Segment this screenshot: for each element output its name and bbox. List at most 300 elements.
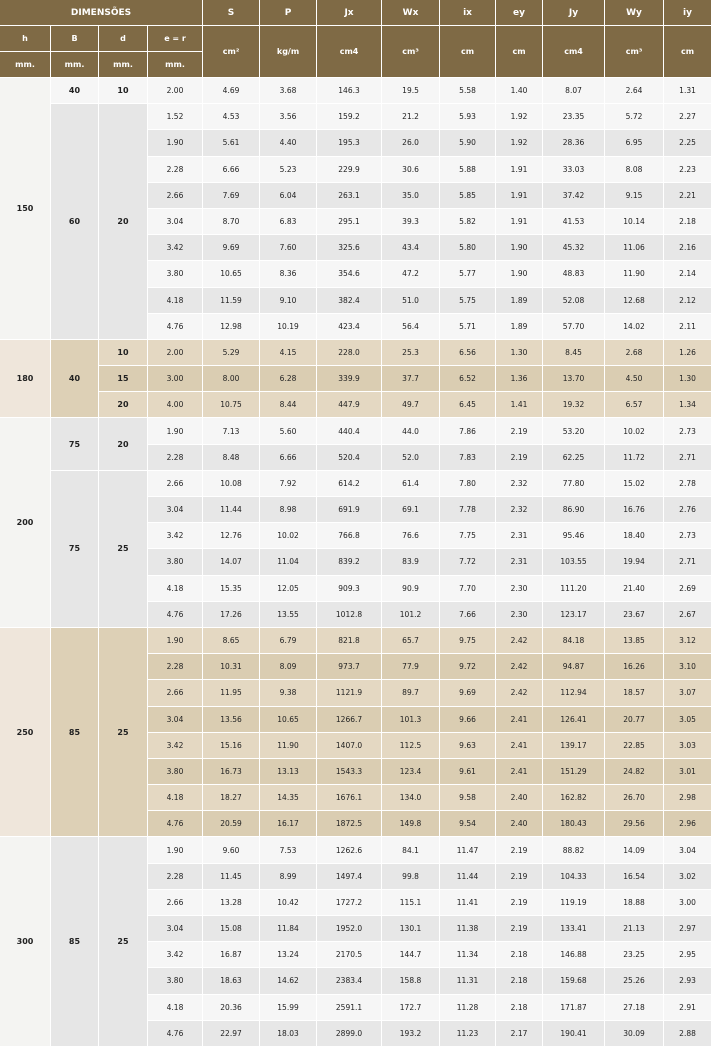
Jx-cell: 228.0 [317, 340, 382, 366]
S-cell: 18.63 [203, 968, 260, 994]
Wy-cell: 9.15 [605, 183, 664, 209]
ix-cell: 11.44 [440, 864, 496, 890]
P-cell: 3.56 [260, 104, 317, 130]
e-cell: 4.76 [148, 811, 203, 837]
col-header-iy: iy [664, 0, 712, 26]
B-value: 85 [51, 837, 99, 1047]
e-cell: 2.66 [148, 471, 203, 497]
unit-Jy: cm4 [543, 26, 605, 78]
unit-e: mm. [148, 52, 203, 78]
Jx-cell: 2899.0 [317, 1021, 382, 1047]
Jy-cell: 104.33 [543, 864, 605, 890]
Wx-cell: 112.5 [382, 733, 440, 759]
ix-cell: 5.82 [440, 209, 496, 235]
S-cell: 4.69 [203, 78, 260, 104]
Jx-cell: 339.9 [317, 366, 382, 392]
ey-cell: 2.19 [496, 837, 543, 863]
Wx-cell: 52.0 [382, 445, 440, 471]
Wx-cell: 19.5 [382, 78, 440, 104]
e-cell: 4.00 [148, 392, 203, 418]
table-header [0, 0, 712, 78]
col-header-ix: ix [440, 0, 496, 26]
Wy-cell: 5.72 [605, 104, 664, 130]
ey-cell: 2.19 [496, 864, 543, 890]
Jy-cell: 33.03 [543, 157, 605, 183]
ey-cell: 2.18 [496, 968, 543, 994]
d-value: 25 [99, 471, 148, 628]
Jy-cell: 13.70 [543, 366, 605, 392]
Jx-cell: 821.8 [317, 628, 382, 654]
e-cell: 3.42 [148, 523, 203, 549]
d-value: 25 [99, 837, 148, 1047]
Jy-cell: 62.25 [543, 445, 605, 471]
iy-cell: 2.98 [664, 785, 712, 811]
Jy-cell: 126.41 [543, 707, 605, 733]
ix-cell: 9.54 [440, 811, 496, 837]
e-cell: 2.66 [148, 680, 203, 706]
P-cell: 13.55 [260, 602, 317, 628]
Wx-cell: 144.7 [382, 942, 440, 968]
Wy-cell: 18.40 [605, 523, 664, 549]
Jx-cell: 229.9 [317, 157, 382, 183]
Jy-cell: 84.18 [543, 628, 605, 654]
table-row [0, 392, 712, 418]
P-cell: 11.90 [260, 733, 317, 759]
P-cell: 14.62 [260, 968, 317, 994]
ix-cell: 9.61 [440, 759, 496, 785]
table-row [0, 366, 712, 392]
ix-cell: 9.69 [440, 680, 496, 706]
d-value: 10 [99, 340, 148, 366]
Wy-cell: 10.02 [605, 418, 664, 444]
ey-cell: 2.40 [496, 785, 543, 811]
ix-cell: 11.38 [440, 916, 496, 942]
d-value: 25 [99, 628, 148, 838]
iy-cell: 3.12 [664, 628, 712, 654]
P-cell: 6.04 [260, 183, 317, 209]
S-cell: 20.59 [203, 811, 260, 837]
S-cell: 15.16 [203, 733, 260, 759]
iy-cell: 2.97 [664, 916, 712, 942]
S-cell: 11.59 [203, 288, 260, 314]
Wx-cell: 69.1 [382, 497, 440, 523]
e-cell: 4.18 [148, 995, 203, 1021]
Jy-cell: 171.87 [543, 995, 605, 1021]
ey-cell: 2.32 [496, 471, 543, 497]
unit-Wy: cm³ [605, 26, 664, 78]
ix-cell: 5.71 [440, 314, 496, 340]
unit-h: mm. [0, 52, 51, 78]
d-value: 20 [99, 418, 148, 470]
Jx-cell: 520.4 [317, 445, 382, 471]
e-cell: 1.52 [148, 104, 203, 130]
P-cell: 10.42 [260, 890, 317, 916]
Wx-cell: 172.7 [382, 995, 440, 1021]
e-cell: 2.00 [148, 78, 203, 104]
Jx-cell: 1407.0 [317, 733, 382, 759]
S-cell: 13.56 [203, 707, 260, 733]
ey-cell: 2.31 [496, 549, 543, 575]
Jy-cell: 86.90 [543, 497, 605, 523]
iy-cell: 1.30 [664, 366, 712, 392]
Wy-cell: 22.85 [605, 733, 664, 759]
ix-cell: 7.83 [440, 445, 496, 471]
S-cell: 22.97 [203, 1021, 260, 1047]
iy-cell: 2.71 [664, 549, 712, 575]
table-row [0, 837, 712, 863]
iy-cell: 2.73 [664, 418, 712, 444]
Wy-cell: 23.67 [605, 602, 664, 628]
Jy-cell: 53.20 [543, 418, 605, 444]
unit-Jx: cm4 [317, 26, 382, 78]
P-cell: 4.15 [260, 340, 317, 366]
Jy-cell: 159.68 [543, 968, 605, 994]
S-cell: 13.28 [203, 890, 260, 916]
S-cell: 4.53 [203, 104, 260, 130]
Wx-cell: 134.0 [382, 785, 440, 811]
Wy-cell: 11.06 [605, 235, 664, 261]
ix-cell: 11.23 [440, 1021, 496, 1047]
Wy-cell: 24.82 [605, 759, 664, 785]
ix-cell: 7.86 [440, 418, 496, 444]
Wy-cell: 6.95 [605, 130, 664, 156]
ey-cell: 2.17 [496, 1021, 543, 1047]
ix-cell: 7.72 [440, 549, 496, 575]
ey-cell: 1.40 [496, 78, 543, 104]
Jy-cell: 48.83 [543, 261, 605, 287]
Wy-cell: 14.02 [605, 314, 664, 340]
unit-ey: cm [496, 26, 543, 78]
Wx-cell: 25.3 [382, 340, 440, 366]
e-cell: 2.66 [148, 890, 203, 916]
Wx-cell: 90.9 [382, 576, 440, 602]
Wy-cell: 8.08 [605, 157, 664, 183]
ey-cell: 2.42 [496, 654, 543, 680]
ix-cell: 11.31 [440, 968, 496, 994]
P-cell: 15.99 [260, 995, 317, 1021]
e-cell: 2.28 [148, 157, 203, 183]
iy-cell: 2.67 [664, 602, 712, 628]
ix-cell: 6.45 [440, 392, 496, 418]
Jy-cell: 133.41 [543, 916, 605, 942]
Wx-cell: 49.7 [382, 392, 440, 418]
Jy-cell: 190.41 [543, 1021, 605, 1047]
Wx-cell: 26.0 [382, 130, 440, 156]
Jy-cell: 41.53 [543, 209, 605, 235]
Wy-cell: 21.40 [605, 576, 664, 602]
B-value: 85 [51, 628, 99, 838]
Wy-cell: 16.76 [605, 497, 664, 523]
Wy-cell: 18.88 [605, 890, 664, 916]
iy-cell: 2.25 [664, 130, 712, 156]
ey-cell: 2.40 [496, 811, 543, 837]
P-cell: 14.35 [260, 785, 317, 811]
ix-cell: 6.52 [440, 366, 496, 392]
ix-cell: 5.75 [440, 288, 496, 314]
Jy-cell: 28.36 [543, 130, 605, 156]
Jy-cell: 8.45 [543, 340, 605, 366]
S-cell: 11.95 [203, 680, 260, 706]
Jx-cell: 1952.0 [317, 916, 382, 942]
P-cell: 11.84 [260, 916, 317, 942]
S-cell: 6.66 [203, 157, 260, 183]
e-cell: 3.42 [148, 733, 203, 759]
Wy-cell: 16.54 [605, 864, 664, 890]
Jy-cell: 146.88 [543, 942, 605, 968]
table-row [0, 340, 712, 366]
e-cell: 2.28 [148, 864, 203, 890]
ix-cell: 11.34 [440, 942, 496, 968]
Wx-cell: 99.8 [382, 864, 440, 890]
iy-cell: 2.78 [664, 471, 712, 497]
Wy-cell: 4.50 [605, 366, 664, 392]
Wx-cell: 37.7 [382, 366, 440, 392]
Jy-cell: 19.32 [543, 392, 605, 418]
ey-cell: 1.91 [496, 183, 543, 209]
ey-cell: 2.42 [496, 628, 543, 654]
unit-ix: cm [440, 26, 496, 78]
e-cell: 3.42 [148, 235, 203, 261]
iy-cell: 3.04 [664, 837, 712, 863]
e-cell: 1.90 [148, 837, 203, 863]
d-value: 20 [99, 392, 148, 418]
Wy-cell: 13.85 [605, 628, 664, 654]
Wx-cell: 130.1 [382, 916, 440, 942]
P-cell: 10.19 [260, 314, 317, 340]
ix-cell: 7.75 [440, 523, 496, 549]
S-cell: 16.87 [203, 942, 260, 968]
e-cell: 4.76 [148, 314, 203, 340]
Wx-cell: 76.6 [382, 523, 440, 549]
Jx-cell: 614.2 [317, 471, 382, 497]
Wy-cell: 2.68 [605, 340, 664, 366]
P-cell: 10.02 [260, 523, 317, 549]
h-value: 150 [0, 78, 51, 340]
P-cell: 13.24 [260, 942, 317, 968]
iy-cell: 2.93 [664, 968, 712, 994]
unit-d: mm. [99, 52, 148, 78]
iy-cell: 2.71 [664, 445, 712, 471]
ey-cell: 2.41 [496, 707, 543, 733]
P-cell: 8.09 [260, 654, 317, 680]
S-cell: 10.31 [203, 654, 260, 680]
S-cell: 10.75 [203, 392, 260, 418]
iy-cell: 2.18 [664, 209, 712, 235]
Jx-cell: 146.3 [317, 78, 382, 104]
iy-cell: 2.96 [664, 811, 712, 837]
P-cell: 7.92 [260, 471, 317, 497]
e-cell: 1.90 [148, 130, 203, 156]
P-cell: 10.65 [260, 707, 317, 733]
iy-cell: 3.07 [664, 680, 712, 706]
col-header-Wx: Wx [382, 0, 440, 26]
iy-cell: 3.10 [664, 654, 712, 680]
P-cell: 5.23 [260, 157, 317, 183]
e-cell: 3.00 [148, 366, 203, 392]
iy-cell: 2.23 [664, 157, 712, 183]
Wx-cell: 101.2 [382, 602, 440, 628]
ey-cell: 1.92 [496, 104, 543, 130]
S-cell: 9.60 [203, 837, 260, 863]
Jy-cell: 57.70 [543, 314, 605, 340]
h-value: 200 [0, 418, 51, 628]
e-cell: 3.80 [148, 549, 203, 575]
Jx-cell: 447.9 [317, 392, 382, 418]
P-cell: 3.68 [260, 78, 317, 104]
Wx-cell: 21.2 [382, 104, 440, 130]
table-row [0, 628, 712, 654]
Wy-cell: 29.56 [605, 811, 664, 837]
Jx-cell: 1012.8 [317, 602, 382, 628]
ey-cell: 1.41 [496, 392, 543, 418]
ey-cell: 2.32 [496, 497, 543, 523]
ey-cell: 1.90 [496, 261, 543, 287]
Jy-cell: 151.29 [543, 759, 605, 785]
table-row [0, 471, 712, 497]
Jx-cell: 423.4 [317, 314, 382, 340]
ey-cell: 2.41 [496, 733, 543, 759]
P-cell: 6.83 [260, 209, 317, 235]
iy-cell: 2.11 [664, 314, 712, 340]
ey-cell: 1.89 [496, 314, 543, 340]
Wy-cell: 25.26 [605, 968, 664, 994]
ix-cell: 7.70 [440, 576, 496, 602]
ix-cell: 9.66 [440, 707, 496, 733]
P-cell: 16.17 [260, 811, 317, 837]
S-cell: 12.76 [203, 523, 260, 549]
P-cell: 8.98 [260, 497, 317, 523]
col-header-e: e = r [148, 26, 203, 52]
e-cell: 3.80 [148, 261, 203, 287]
iy-cell: 2.21 [664, 183, 712, 209]
h-value: 180 [0, 340, 51, 419]
Jy-cell: 112.94 [543, 680, 605, 706]
Wy-cell: 10.14 [605, 209, 664, 235]
Wy-cell: 6.57 [605, 392, 664, 418]
table-row [0, 78, 712, 104]
iy-cell: 2.16 [664, 235, 712, 261]
ey-cell: 1.91 [496, 209, 543, 235]
ix-cell: 5.88 [440, 157, 496, 183]
S-cell: 15.35 [203, 576, 260, 602]
Jy-cell: 8.07 [543, 78, 605, 104]
Wx-cell: 83.9 [382, 549, 440, 575]
Wx-cell: 39.3 [382, 209, 440, 235]
P-cell: 13.13 [260, 759, 317, 785]
Jx-cell: 263.1 [317, 183, 382, 209]
B-value: 40 [51, 78, 99, 104]
e-cell: 2.66 [148, 183, 203, 209]
Jx-cell: 839.2 [317, 549, 382, 575]
S-cell: 8.00 [203, 366, 260, 392]
S-cell: 12.98 [203, 314, 260, 340]
col-header-P: P [260, 0, 317, 26]
e-cell: 4.76 [148, 602, 203, 628]
Wx-cell: 158.8 [382, 968, 440, 994]
iy-cell: 2.88 [664, 1021, 712, 1047]
col-header-Wy: Wy [605, 0, 664, 26]
Jx-cell: 159.2 [317, 104, 382, 130]
Jx-cell: 909.3 [317, 576, 382, 602]
iy-cell: 3.01 [664, 759, 712, 785]
iy-cell: 2.76 [664, 497, 712, 523]
P-cell: 5.60 [260, 418, 317, 444]
table-body [0, 78, 712, 1047]
col-header-Jy: Jy [543, 0, 605, 26]
Jy-cell: 95.46 [543, 523, 605, 549]
table-row [0, 104, 712, 130]
Wy-cell: 12.68 [605, 288, 664, 314]
ey-cell: 1.91 [496, 157, 543, 183]
col-header-ey: ey [496, 0, 543, 26]
Wx-cell: 43.4 [382, 235, 440, 261]
d-value: 15 [99, 366, 148, 392]
ey-cell: 2.42 [496, 680, 543, 706]
Jy-cell: 94.87 [543, 654, 605, 680]
ix-cell: 9.72 [440, 654, 496, 680]
Wx-cell: 101.3 [382, 707, 440, 733]
Jx-cell: 382.4 [317, 288, 382, 314]
Jx-cell: 2383.4 [317, 968, 382, 994]
Wy-cell: 2.64 [605, 78, 664, 104]
e-cell: 3.04 [148, 707, 203, 733]
col-header-B: B [51, 26, 99, 52]
iy-cell: 2.14 [664, 261, 712, 287]
S-cell: 7.69 [203, 183, 260, 209]
Jx-cell: 691.9 [317, 497, 382, 523]
Jy-cell: 52.08 [543, 288, 605, 314]
iy-cell: 3.03 [664, 733, 712, 759]
ey-cell: 1.90 [496, 235, 543, 261]
iy-cell: 2.12 [664, 288, 712, 314]
Jy-cell: 139.17 [543, 733, 605, 759]
ey-cell: 2.18 [496, 995, 543, 1021]
iy-cell: 3.05 [664, 707, 712, 733]
Jy-cell: 119.19 [543, 890, 605, 916]
Jx-cell: 1262.6 [317, 837, 382, 863]
e-cell: 1.90 [148, 628, 203, 654]
Wx-cell: 193.2 [382, 1021, 440, 1047]
e-cell: 1.90 [148, 418, 203, 444]
ey-cell: 2.19 [496, 418, 543, 444]
S-cell: 20.36 [203, 995, 260, 1021]
e-cell: 4.18 [148, 288, 203, 314]
Wx-cell: 115.1 [382, 890, 440, 916]
Wx-cell: 123.4 [382, 759, 440, 785]
S-cell: 8.70 [203, 209, 260, 235]
Wy-cell: 21.13 [605, 916, 664, 942]
Jy-cell: 111.20 [543, 576, 605, 602]
unit-Wx: cm³ [382, 26, 440, 78]
ey-cell: 1.89 [496, 288, 543, 314]
Wy-cell: 30.09 [605, 1021, 664, 1047]
ey-cell: 1.30 [496, 340, 543, 366]
Jx-cell: 1872.5 [317, 811, 382, 837]
B-value: 75 [51, 471, 99, 628]
iy-cell: 1.31 [664, 78, 712, 104]
Wy-cell: 16.26 [605, 654, 664, 680]
e-cell: 2.28 [148, 445, 203, 471]
Wy-cell: 19.94 [605, 549, 664, 575]
col-header-h: h [0, 26, 51, 52]
ix-cell: 11.28 [440, 995, 496, 1021]
ix-cell: 5.80 [440, 235, 496, 261]
Wx-cell: 47.2 [382, 261, 440, 287]
Wx-cell: 56.4 [382, 314, 440, 340]
P-cell: 4.40 [260, 130, 317, 156]
Jx-cell: 1676.1 [317, 785, 382, 811]
P-cell: 9.38 [260, 680, 317, 706]
